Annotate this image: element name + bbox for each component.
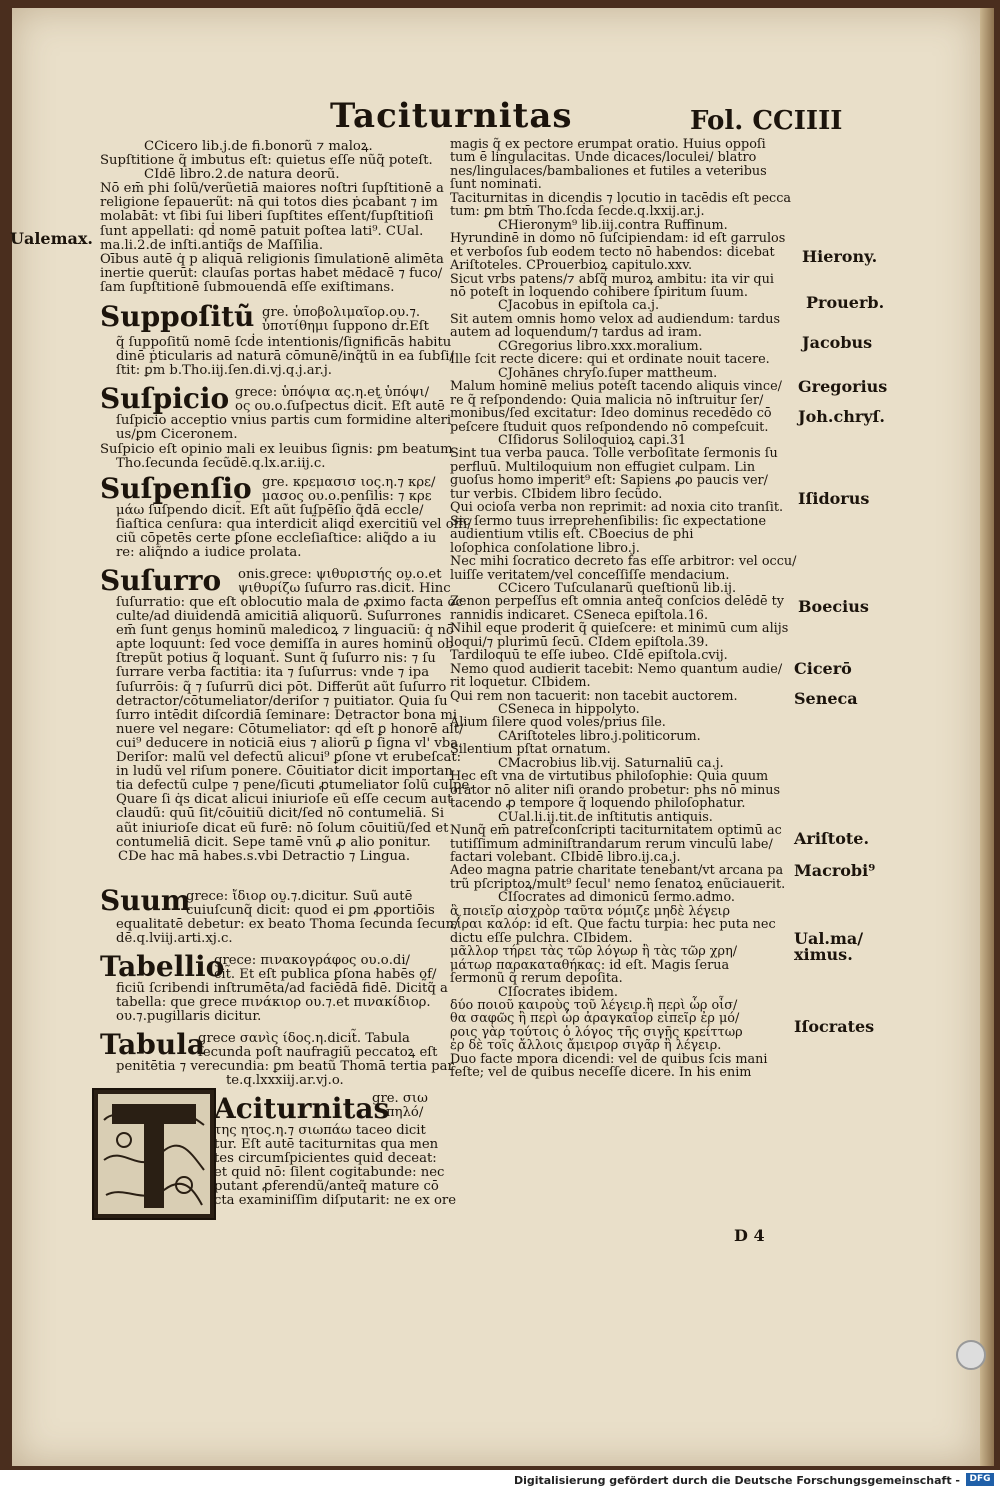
text-line: Oībus autē q̇ p aliquā religionis ſimulationē alimēta — [100, 251, 444, 267]
text-line: grece σανὶς ίδος.η.dicit̃. Tabula — [198, 1031, 410, 1046]
text-line: Suſpicio eſt opinio mali ex leuibus ſignis: ꝑm beatum — [100, 442, 453, 457]
text-line: Hyrundinē in domo nō ſuſcipiendam: id eſt garrulos — [450, 231, 786, 247]
text-line: factari volebant. CIbidē libro.ij.ca.j. — [450, 850, 681, 866]
folio-number: Fol. CCIIII — [690, 106, 843, 136]
text-line: ma.li.2.de inſti.antiq̃s de Maſſilia. — [100, 237, 324, 253]
text-line: ου.⁊.pugillaris dicitur. — [116, 1009, 262, 1025]
text-line: Alium ſilere quod voles/prius ſile. — [450, 715, 666, 731]
text-line: ſunt appellati: qḋ nomē patuit poſtea lati⁹. CUal. — [100, 223, 424, 239]
text-line: dē.q.lviij.arti.xj.c. — [116, 931, 233, 947]
text-line: gre. κρεμασισ ιος.η.⁊ κρε/ — [262, 475, 436, 490]
text-line: Silentium pſtat ornatum. — [450, 742, 611, 758]
text-line: CMacrobius lib.vij. Saturnaliū ca.j. — [498, 755, 724, 771]
text-line: et quid nō: ſilent cogitabunde: nec — [214, 1165, 445, 1181]
text-line: inertie querūt: clauſas portas habet mēdacē ⁊ fuco/ — [100, 265, 443, 281]
text-line: tia defectũ culpe ⁊ pene/ſicuti ꝓtumeliator ſolũ culpe. — [116, 778, 474, 794]
text-line: autem ad loquendum/⁊ tardus ad iram. — [450, 325, 702, 341]
binding-ring-icon — [956, 1340, 986, 1370]
running-title: Taciturnitas — [330, 96, 573, 136]
footer-credit: Digitalisierung gefördert durch die Deutsche Forschungsgemeinschaft - — [513, 1474, 960, 1487]
text-line: in ludũ vel riſum ponere. Cōuitiator dicit importan — [116, 764, 453, 780]
text-line: ſurro intēdit diſcordiā ſeminare: Detractor bona mi — [116, 707, 458, 723]
text-line: equalitatē debetur: ex beato Thoma ſecunda ſecun/ — [116, 917, 459, 932]
margin-note: ximus. — [794, 945, 853, 964]
text-line: Adeo magna patrie charitate tenebant/vt arcana pa — [450, 863, 784, 879]
text-line: ἐρ δὲ τοῖς ἄλλοις ἄμειρορ σιγᾶρ ἢ λέγειρ. — [450, 1038, 722, 1054]
entry-text — [116, 336, 454, 378]
text-line: Supſtitione q̃ imbutus eſt: quietus eſſe nũq̃ poteſt. — [100, 153, 433, 169]
text-line: μᾶλλορ τήρει τὰς τῶρ λόγωρ ἢ τὰς τῶρ χρη/ — [450, 944, 738, 960]
text-line: ficiũ ſcribendi inſtrumēta/ad faciēdā fidē. Dicit̃q̃ a — [116, 981, 448, 996]
text-line: tes circumſpicientes quid deceat: — [214, 1151, 437, 1167]
entry-text — [116, 918, 459, 946]
text-line: ſtit: ꝑm b.Tho.iij.ſen.di.vj.q.j.ar.j. — [116, 363, 332, 379]
entry-text — [116, 504, 472, 560]
entry-text — [116, 1060, 454, 1088]
entry-heading: Suum — [100, 884, 191, 917]
right-column — [450, 138, 796, 1080]
entry-text — [198, 1032, 437, 1060]
text-line: Sicut vrbs patens/⁊ abſq̃ muroꝝ ambitu: ita vir qui — [450, 271, 774, 287]
text-line: Duo facte mpora dicendi: vel de quibus ſcis mani — [450, 1051, 768, 1067]
text-line: ſuſurrōis: q̃ ⁊ ſuſurrũ dici pōt. Differũt aũt ſuſurro — [116, 679, 447, 695]
text-line: Taciturnitas in dicendis ⁊ locutio in tacēdis eſt pecca — [450, 190, 791, 206]
text-line: δύο ποιοῦ καιροὺς τοῦ λέγειρ.ἢ περὶ ὧρ οἶσ/ — [450, 998, 738, 1013]
margin-note: Cicerō — [794, 659, 852, 678]
text-line: audientium vtilis eſt. CBoecius de phi — [450, 527, 694, 543]
text-line: CJohānes chryſo.ſuper mattheum. — [498, 365, 718, 381]
text-line: em̄ ſunt genus hominũ maledicoꝝ ⁊ linguaciũ: q̇ nō — [116, 623, 454, 639]
text-line: ciũ cōpetēs certe ꝑſone eccleſiaſtice: aliq̃do a iu — [116, 531, 437, 547]
text-line: Qui ocioſa verba non reprimit: ad noxia cito tranſit. — [450, 500, 784, 516]
entry-heading: Suppoſitũ — [100, 300, 255, 333]
text-line: molabāt: vt ſibi ſui liberi ſupſtites eſſent/ſupſtitioſi — [100, 209, 434, 225]
text-line: feſte; vel de quibus neceſſe dicere. In his enim — [450, 1065, 752, 1081]
entry-text — [186, 890, 435, 918]
text-line: Malum hominē melius poteſt tacendo aliquis vince/ — [450, 379, 782, 395]
text-line: tum: ꝑm btm̄ Tho.ſcḋa ſecḋe.q.lxxij.ar.j. — [450, 204, 705, 220]
text-line: monibus/ſed excitatur: Ideo dominus recedēdo cō — [450, 406, 772, 422]
text-line: Quare ſi q̇s dicat alicui iniurioſe eũ eſſe cecum aut — [116, 792, 453, 808]
text-line: tabella: que grece πινάκιορ ου.⁊.et πινακίδιορ. — [116, 995, 431, 1011]
text-line: πηλό/ — [386, 1105, 424, 1121]
text-line: claudũ: quū ſit/cōuitiũ dicit/ſed nō contumeliā. Si — [116, 806, 445, 822]
text-line: Sit autem omnis homo velox ad audiendum: tardus — [450, 311, 781, 327]
text-line: magis q̃ ex pectore erumpat oratio. Huius oppoſi — [450, 137, 766, 152]
text-line: nes/lingulaces/bambaliones et futiles a veteribus — [450, 163, 767, 179]
text-line: re q̃ reſpondendo: Quia malicia nō inſtruitur ſer/ — [450, 392, 764, 408]
entry-text — [238, 568, 451, 596]
text-line: Ille ſcit recte dicere: qui et ordinate nouit tacere. — [450, 352, 770, 368]
entry-heading: Suſpicio — [100, 382, 230, 415]
text-line: te.q.lxxxiij.ar.vj.o. — [226, 1073, 344, 1089]
margin-note: Macrobi⁹ — [794, 861, 876, 880]
text-line: CJacobus in epiſtola ca.j. — [498, 298, 660, 314]
text-line: guoſus homo imperit⁹ eſt: Sapiens ꝓo paucis ver/ — [450, 473, 768, 489]
entry-heading: Aciturnitas — [214, 1092, 390, 1125]
text-line: θα σαφῶς ἢ περὶ ὧρ ἀραγκαῖορ εἰπεῖρ ἐρ μό/ — [450, 1011, 740, 1027]
decorated-initial-T — [92, 1088, 216, 1220]
text-line: apte loquunt̃: ſed voce demiſſa in aures hominũ ob — [116, 637, 454, 653]
text-line: dinē ṗticularis ad naturā cōmunē/inq̃tũ in ea ſubſi/ — [116, 349, 454, 365]
margin-note: Hierony. — [802, 247, 878, 266]
text-line: aũt iniurioſe dicat eũ furē: nō ſolum cōuitiũ/ſed et — [116, 820, 449, 836]
text-line: loſophica conſolatione libro.j. — [450, 540, 640, 556]
text-line: peſcere ſtuduit quos reſpondendo nō compeſcuit. — [450, 419, 769, 435]
entry-text — [116, 596, 473, 864]
text-line: nuere vel negare: Cōtumeliator: qḋ eſt ꝑ honorē alt/ — [116, 721, 464, 737]
margin-note: Gregorius — [798, 377, 888, 396]
margin-note: Jacobus — [802, 333, 873, 352]
entry-text — [235, 386, 445, 414]
text-line: ſuſurratio: que eſt oblocutio mala de ꝓximo facta oc — [116, 595, 463, 610]
text-line: trũ pſcriptoꝝ/mult⁹ ſecul' nemo ſenatoꝝ enũciauerit. — [450, 876, 786, 892]
text-line: εἶραι καλόρ: id eſt. Que factu turpia: hec puta nec — [450, 917, 776, 933]
text-line: grece: ἴδιορ ου.⁊.dicitur. Suũ autē — [186, 889, 413, 904]
text-line: CCicero lib.j.de fi.bonorũ ⁊ maloꝝ. — [144, 139, 373, 154]
text-line: CGregorius libro.xxx.moralium. — [498, 338, 703, 354]
text-line: culte/ad diuidendā amicitiā aliquorũ. Suſurrones — [116, 609, 442, 625]
text-line: re: aliq̃ndo a iudice prolata. — [116, 545, 302, 561]
text-line: ſuſpicio acceptio vnius partis cum formidine alteri — [116, 413, 452, 428]
margin-note: Prouerb. — [806, 293, 885, 312]
text-line: rit loquetur. CIbidem. — [450, 675, 591, 691]
entry-text — [262, 306, 429, 334]
text-line: Zenon perpeſſus eſt omnia anteq̃ conſcios delēdē ty — [450, 594, 785, 610]
text-line: CAriſtoteles libro.j.politicorum. — [498, 728, 701, 744]
margin-note: Iſocrates — [794, 1017, 875, 1036]
entry-heading: Tabellio — [100, 950, 225, 983]
text-line: ſam ſupſtitionē ſubmouendā eſſe exiſtimans. — [100, 279, 395, 295]
text-line: cta examiniſſim diſputarit: ne ex ore — [214, 1193, 457, 1209]
text-line: cit̃. Et eſt publica ꝑſona habēs of/ — [214, 967, 437, 983]
text-line: CIſocrates ibidem. — [498, 984, 618, 1000]
text-line: CUal.li.ij.tit.de inſtitutis antiquis. — [498, 809, 713, 825]
entry-heading: Tabula — [100, 1028, 206, 1061]
text-line: CIdē libro.2.de natura deorũ. — [144, 167, 340, 183]
text-line: tum ē lingulacitas. Unde dicaces/loculei/ blatro — [450, 150, 757, 166]
text-line: religione ſepauerũt: nā qui totos dies ṗcabant ⁊ im — [100, 195, 438, 211]
text-line: tutiſſimum adminiſtrandarum rerum vinculū labe/ — [450, 836, 773, 852]
text-line: tacendo ꝓ tempore q̃ loquendo philoſophatur. — [450, 796, 746, 812]
entry-heading: Suſpenſio — [100, 472, 252, 505]
text-line: ſermonũ q̃ rerum depoſita. — [450, 971, 623, 987]
entry-heading: Suſurro — [100, 564, 222, 597]
entry-text — [372, 1092, 428, 1120]
text-line: ſecunda poſt naufragiũ peccatoꝝ eſt — [198, 1045, 438, 1061]
text-line: μάω ſuſpendo dicit̃. Eſt aũt ſuſpēſio q̃dā eccle/ — [116, 503, 424, 518]
entry-text — [262, 476, 435, 504]
text-line: loqui/⁊ plurimū ſecū. CIdem epiſtola.39. — [450, 634, 709, 650]
text-line: Tho.ſecunda ſecũdē.q.lx.ar.iij.c. — [116, 456, 326, 472]
text-line: et verboſos ſub eodem tecto nō habendos: dicebat — [450, 244, 775, 260]
text-line: q̃ ſuppoſitũ nomē ſcḋe intentionis/ſignificās habitu — [116, 335, 452, 350]
text-line: ψιθυρίζω ſuſurro ras.dicit̃. Hinc — [238, 581, 451, 597]
text-line: dictu eſſe pulchra. CIbidem. — [450, 930, 633, 946]
text-line: CDe hac mā habes.s.vbi Detractio ⁊ Lingua. — [118, 848, 411, 864]
text-line: CIſocrates ad dimonicū ſermo.admo. — [498, 890, 735, 906]
text-line: Deriſor: malũ vel defectũ alicui⁹ ꝑſone vt erubeſcat: — [116, 750, 462, 766]
text-line: putant ꝓferendũ/anteq̃ mature cō — [214, 1179, 439, 1195]
text-line: ἃ ποιεῖρ αἰσχρὸρ ταῦτα νόμιζε μηδὲ λέγειρ — [450, 903, 730, 919]
text-line: gre. ὑποβολιμαῖορ.ου.⁊. — [262, 305, 421, 320]
text-line: ος ου.ο.ſuſpectus dicit̃. Eſt autē — [235, 399, 445, 415]
entry-text — [214, 954, 436, 982]
entry-text — [116, 982, 448, 1024]
margin-note: Ual.ma/ — [794, 929, 864, 948]
text-line: Nihil eque proderit q̃ quieſcere: et minimū cum alijs — [450, 621, 789, 637]
margin-note: Joh.chryſ. — [798, 407, 885, 426]
text-line: tur. Eſt autē taciturnitas qua men — [214, 1137, 439, 1153]
entry-text — [214, 1124, 456, 1209]
margin-note: Ariſtote. — [794, 829, 870, 848]
margin-note: Iſidorus — [798, 489, 870, 508]
text-line: detractor/cōtumeliator/deriſor ⁊ puitiator. Quia ſu — [116, 693, 448, 709]
text-line: tur verbis. CIbidem libro ſecũdo. — [450, 486, 663, 502]
text-line: CCicero Tuſculanarũ queſtionũ lib.ij. — [498, 580, 737, 596]
text-line: rannidis indicaret. CSeneca epiſtola.16. — [450, 607, 709, 623]
text-line: Ariſtoteles. CProuerbioꝝ capitulo.xxv. — [450, 258, 693, 274]
text-line: CIſidorus Soliloquioꝝ capi.31 — [498, 432, 687, 448]
initial-T-icon — [94, 1090, 214, 1218]
text-line: nō poteſt in loquendo cohibere ſpiritum ſuum. — [450, 284, 748, 300]
left-block-1 — [100, 140, 444, 295]
text-line: Nemo quod audierit tacebit: Nemo quantum audie/ — [450, 661, 783, 677]
page-edge — [980, 8, 994, 1466]
text-line: onis.grece: ψιθυριστής ου.ο.et — [238, 567, 442, 582]
text-line: us/ꝑm Ciceronem. — [116, 427, 238, 443]
text-line: Nō em̄ phi ſolũ/verũetiā maiores noſtri ſupſtitionē a — [100, 181, 444, 197]
text-line: Nec mihi ſocratico decreto fas eſſe arbitror: vel occu/ — [450, 554, 797, 570]
entry-text — [116, 414, 451, 442]
text-line: grece: πινακογράφος ου.ο.di/ — [214, 953, 410, 968]
margin-note: Boecius — [798, 597, 869, 616]
text-line: ſiaſtica cenſura: qua interdicit̃ aliqḋ exercitiũ vel offi/ — [116, 517, 472, 533]
text-line: της ητος.η.⁊ σιωπάω taceo dicit — [214, 1123, 426, 1138]
text-line: ὑποτίθημι ſuppono ḋr.Eſt — [262, 319, 429, 335]
text-line: ſtrepũt potius q̃ loquanẗ. Sunt q̃ ſuſurro nis: ⁊ ſu — [116, 651, 436, 667]
text-line: gre. σιω — [372, 1091, 428, 1106]
text-line: luiſſe veritatem/vel conceſſiſſe mendacium. — [450, 567, 730, 583]
text-line: Hec eſt vna de virtutibus philoſophie: Quia quum — [450, 769, 769, 785]
text-line: Qui rem non tacuerit: non tacebit auctorem. — [450, 688, 738, 704]
text-line: CHieronym⁹ lib.iij.contra Ruffinum. — [498, 217, 728, 233]
text-line: Sic ſermo tuus irreprehenſibilis: ſic expectatione — [450, 513, 767, 529]
text-line: ſurrare verba factitia: ita ⁊ ſuſurrus: vnde ⁊ ipa — [116, 665, 430, 681]
text-line: cui⁹ deducere in noticiā eius ⁊ aliorũ ꝑ ſigna vl' vba. — [116, 735, 463, 751]
margin-note: Ualemax. — [10, 229, 93, 248]
text-line: Nunq̃ em̄ patreſconſcripti taciturnitatem optimū ac — [450, 823, 782, 839]
text-line: grece: ὑπόψια ας.η.et ὑπόψι/ — [235, 385, 430, 400]
text-line: ροις γὰρ τούτοις ὁ λόγος τῆς σιγῆς κρείττωρ — [450, 1024, 743, 1040]
text-line: penitētia ⁊ verecundia: ꝑm beatũ Thomā tertia par — [116, 1059, 454, 1074]
text-line: μασος ου.ο.penſilis: ⁊ κρε — [262, 489, 432, 505]
dfg-logo: DFG — [966, 1473, 994, 1486]
margin-note: Seneca — [794, 689, 858, 708]
text-line: μάτωρ παρακαταθήκας: id eſt. Magis ſerua — [450, 957, 730, 973]
signature-mark: D 4 — [734, 1226, 765, 1245]
text-line: ſunt nominati. — [450, 177, 542, 193]
text-line: contumeliā dicit. Sepe tamē vnũ ꝓ alio ponitur. — [116, 834, 431, 850]
entry-text — [100, 443, 453, 471]
text-line: CSeneca in hippolyto. — [498, 702, 640, 718]
text-line: cuiuſcunq̃ dicit̃: quod ei ꝑm ꝓportiōis — [186, 903, 435, 919]
text-line: Sint tua verba pauca. Tolle verboſitate ſermonis ſu — [450, 446, 778, 462]
text-line: perfluū. Multiloquium non effugiet culpam. Lin — [450, 459, 756, 475]
text-line: Tardiloquū te eſſe iubeo. CIdē epiſtola.cvij. — [450, 648, 728, 664]
text-line: orator nō aliter niſi orando probetur: phs nō minus — [450, 782, 781, 798]
